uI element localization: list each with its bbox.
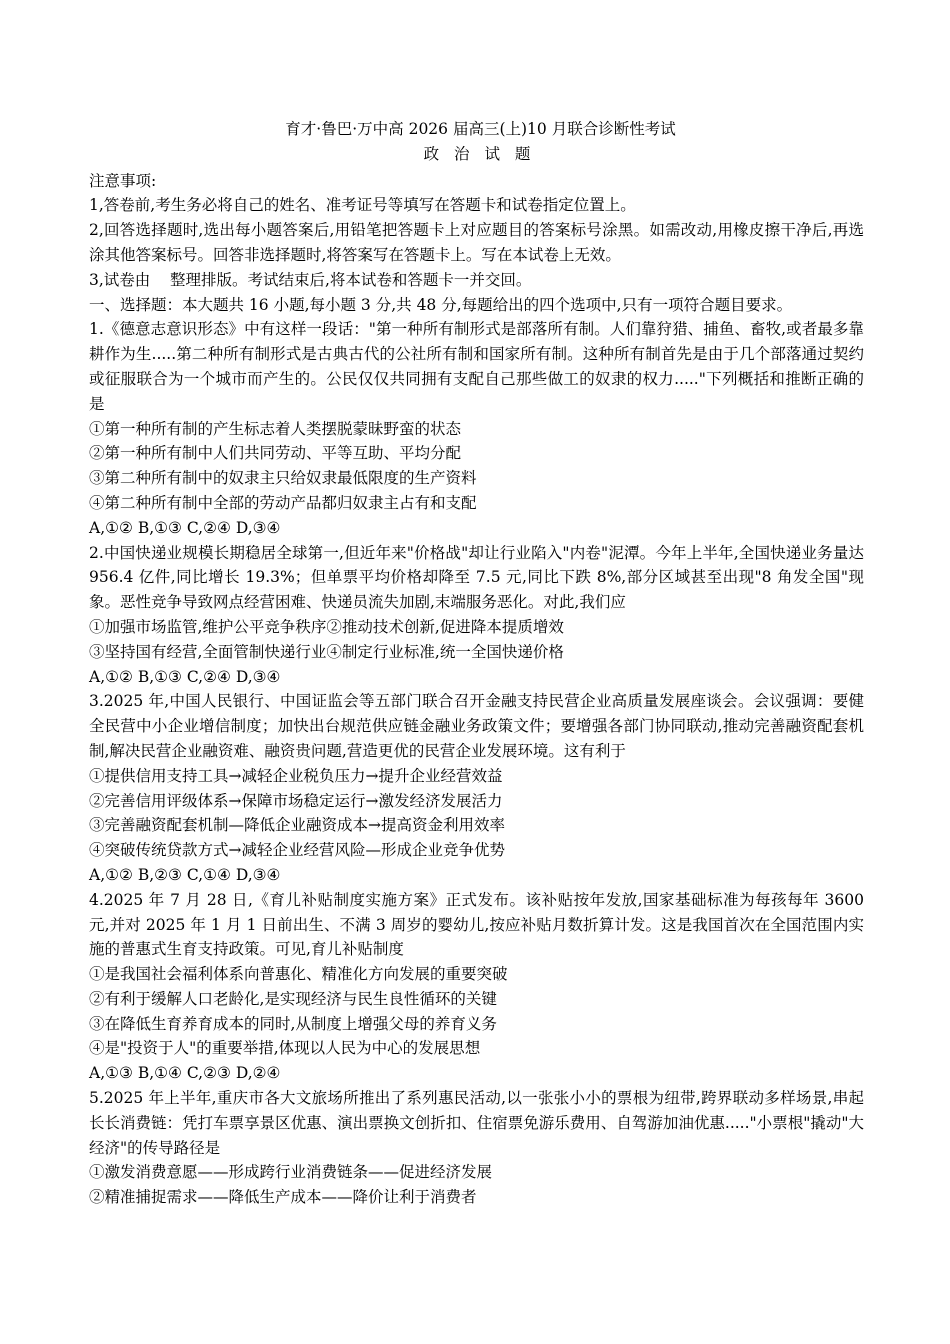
question-option: ③第二种所有制中的奴隶主只给奴隶最低限度的生产资料 [89, 469, 477, 488]
notice-block [89, 169, 864, 293]
question-option: ①第一种所有制的产生标志着人类摆脱蒙昧野蛮的状态 [89, 419, 462, 438]
notice-item: 2,回答选择题时,选出每小题答案后,用铅笔把答题卡上对应题目的答案标号涂黑。如需改动,用橡皮擦干净后,再选涂其他答案标号。回答非选择题时,将答案写在答题卡上。写在本试卷上无效。 [89, 221, 864, 264]
question-option: ③在降低生育养育成本的同时,从制度上增强父母的养育义务 [89, 1014, 497, 1033]
question-option: ①是我国社会福利体系向普惠化、精准化方向发展的重要突破 [89, 965, 508, 984]
question-option: ②精准捕捉需求——降低生产成本——降价让利于消费者 [89, 1188, 477, 1207]
answer-choices: A,①② B,②③ C,①④ D,③④ [89, 865, 281, 884]
question-stem: 2.中国快递业规模长期稳居全球第一,但近年来"价格战"却让行业陷入"内卷"泥潭。今年上半年,全国快递业务量达 956.4 亿件,同比增长 19.3%；但单票平均价格却降至 7.5 元,同比下跌 8%,部分区域甚至出现"8 角发全国"现象。恶性竞争导致网点经营困难、快递员流失加剧,末端服务恶化。对此,我们应 [89, 543, 864, 612]
exam-subject: 政 治 试 题 [423, 144, 536, 163]
question-option: ①激发消费意愿——形成跨行业消费链条——促进经济发展 [89, 1163, 493, 1182]
question-option: ④突破传统贷款方式→减轻企业经营风险—形成企业竞争优势 [89, 841, 505, 860]
question-5 [89, 1086, 864, 1210]
question-1 [89, 317, 864, 540]
question-2 [89, 541, 864, 690]
question-option: ④是"投资于人"的重要举措,体现以人民为中心的发展思想 [89, 1039, 481, 1058]
question-stem: 1.《德意志意识形态》中有这样一段话："第一种所有制形式是部落所有制。人们靠狩猎、捕鱼、畜牧,或者最多靠耕作为生.....第二种所有制形式是古典古代的公社所有制和国家所有制。这种所有制首先是由于几个部落通过契约或征服联合为一个城市而产生的。公民仅仅共同拥有支配自己那些做工的奴隶的权力....."下列概括和推断正确的是 [89, 320, 864, 413]
page-content [89, 117, 864, 1210]
question-stem: 3.2025 年,中国人民银行、中国证监会等五部门联合召开金融支持民营企业高质量发展座谈会。会议强调：要健全民营中小企业增信制度；加快出台规范供应链金融业务政策文件；要增强各部门协同联动,推动完善融资配套机制,解决民营企业融资难、融资贵问题,营造更优的民营企业发展环境。这有利于 [89, 692, 864, 760]
question-4 [89, 888, 864, 1086]
answer-choices: A,①② B,①③ C,②④ D,③④ [89, 518, 281, 537]
question-option: ②有利于缓解人口老龄化,是实现经济与民生良性循环的关键 [89, 989, 497, 1008]
answer-choices: A,①② B,①③ C,②④ D,③④ [89, 667, 281, 686]
notice-item: 1,答卷前,考生务必将自己的姓名、准考证号等填写在答题卡和试卷指定位置上。 [89, 196, 636, 215]
notice-heading: 注意事项: [89, 171, 157, 190]
question-stem: 5.2025 年上半年,重庆市各大文旅场所推出了系列惠民活动,以一张张小小的票根为纽带,跨界联动多样场景,串起长长消费链：凭打车票享景区优惠、演出票换文创折扣、住宿票免游乐费用、自驾游加油优惠....."小票根"撬动"大经济"的传导路径是 [89, 1089, 864, 1157]
question-option: ②完善信用评级体系→保障市场稳定运行→激发经济发展活力 [89, 791, 503, 810]
question-3 [89, 689, 864, 887]
answer-choices: A,①③ B,①④ C,②③ D,②④ [89, 1064, 281, 1083]
question-option: ②第一种所有制中人们共同劳动、平等互助、平均分配 [89, 444, 462, 463]
question-option: ①加强市场监管,维护公平竞争秩序②推动技术创新,促进降本提质增效 [89, 617, 564, 636]
question-option: ③坚持国有经营,全面管制快递行业④制定行业标准,统一全国快递价格 [89, 642, 564, 661]
question-option: ③完善融资配套机制—降低企业融资成本→提高资金利用效率 [89, 816, 505, 835]
question-option: ①提供信用支持工具→减轻企业税负压力→提升企业经营效益 [89, 766, 503, 785]
notice-item: 3,试卷由 整理排版。考试结束后,将本试卷和答题卡一并交回。 [89, 270, 532, 289]
exam-title: 育才·鲁巴·万中高 2026 届高三(上)10 月联合诊断性考试 [285, 120, 676, 138]
question-option: ④第二种所有制中全部的劳动产品都归奴隶主占有和支配 [89, 493, 477, 512]
question-stem: 4.2025 年 7 月 28 日,《育儿补贴制度实施方案》正式发布。该补贴按年发放,国家基础标准为每孩每年 3600 元,并对 2025 年 1 月 1 日前出生、不满 3 周岁的婴幼儿,按应补贴月数折算计发。这是我国首次在全国范围内实施的普惠式生育支持政策。可见,育儿补贴制度 [89, 890, 864, 959]
section-heading: 一、选择题：本大题共 16 小题,每小题 3 分,共 48 分,每题给出的四个选项中,只有一项符合题目要求。 [89, 295, 793, 314]
